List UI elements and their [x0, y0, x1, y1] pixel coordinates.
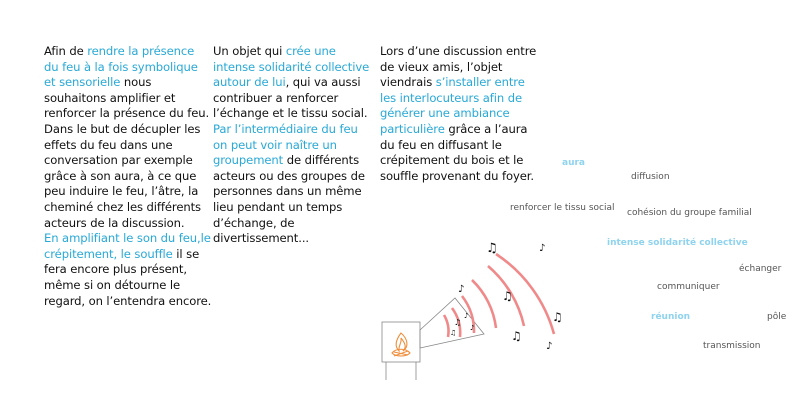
keyword-reunion: réunion [651, 312, 691, 322]
highlighted-text: Par l’intermédiaire du feu on peut voir naître un groupement [213, 121, 358, 168]
keyword-pole: pôle [767, 312, 787, 322]
body-text: grâce a l’aura du feu en diffusant le crépitement du bois et le souffle provenant du foyer. [380, 121, 534, 183]
music-note-icon: ♪ [464, 312, 469, 320]
music-note-icon: ♫ [454, 318, 462, 327]
body-text: , qui va aussi contribuer a renforcer l’échange et le tissu social. [213, 75, 368, 121]
text-column-1 [44, 44, 212, 309]
keyword-renforcer-tissu-social: renforcer le tissu social [510, 203, 615, 213]
music-note-icon: ♫ [502, 289, 513, 303]
highlighted-text: s’installer entre les interlocuteurs afin de générer une ambiance particulière [380, 75, 525, 136]
body-text: Afin de [44, 44, 88, 58]
text-column-3 [380, 44, 540, 184]
keyword-echanger: échanger [739, 264, 782, 274]
music-notes [450, 241, 563, 352]
paragraph [380, 44, 540, 184]
body-text: nous souhaitons amplifier et renforcer la présence du feu. Dans le but de décupler les effets du feu dans une conversation par exemple grâce à son aura, à ce que peu induire le feu, l’âtre, la cheminé chez les différents acteurs de la discussion. [44, 75, 210, 230]
keyword-cohesion-groupe: cohésion du groupe familial [627, 208, 752, 218]
keyword-solidarite: intense solidarité collective [607, 238, 748, 248]
highlighted-text: rendre la présence du feu à la fois symbolique et sensorielle [44, 44, 198, 90]
highlighted-text: crée une intense solidarité collective autour de lui [213, 44, 370, 90]
paragraph [44, 231, 212, 309]
paragraph [213, 122, 375, 247]
music-note-icon: ♫ [450, 329, 457, 337]
keyword-transmission: transmission [703, 341, 761, 351]
highlighted-text: En amplifiant le son du feu,le crépitement, le souffle [44, 231, 211, 261]
body-text: il se fera encore plus présent, même si on détourne le regard, on l’entendra encore. [44, 246, 212, 308]
music-note-icon: ♫ [511, 329, 522, 343]
flame-icon [392, 333, 410, 356]
music-note-icon: ♪ [539, 243, 546, 254]
music-note-icon: ♪ [458, 284, 465, 295]
paragraph [44, 44, 212, 231]
body-text: de différents acteurs ou des groupes de personnes dans un même lieu pendant un temps d’échange, de divertissement... [213, 153, 365, 246]
music-note-icon: ♪ [546, 341, 553, 352]
keyword-communiquer: communiquer [657, 282, 720, 292]
keyword-aura: aura [562, 158, 585, 168]
music-note-icon: ♫ [486, 241, 498, 256]
body-text: Lors d’une discussion entre de vieux amis, l’objet viendrais [380, 44, 537, 90]
text-column-2 [213, 44, 375, 247]
fireplace-horn-illustration [378, 230, 578, 390]
music-note-icon: ♫ [552, 310, 563, 324]
music-note-icon: ♪ [470, 324, 475, 332]
keyword-diffusion: diffusion [631, 172, 670, 182]
body-text: Un objet qui [213, 44, 286, 58]
paragraph [213, 44, 375, 122]
